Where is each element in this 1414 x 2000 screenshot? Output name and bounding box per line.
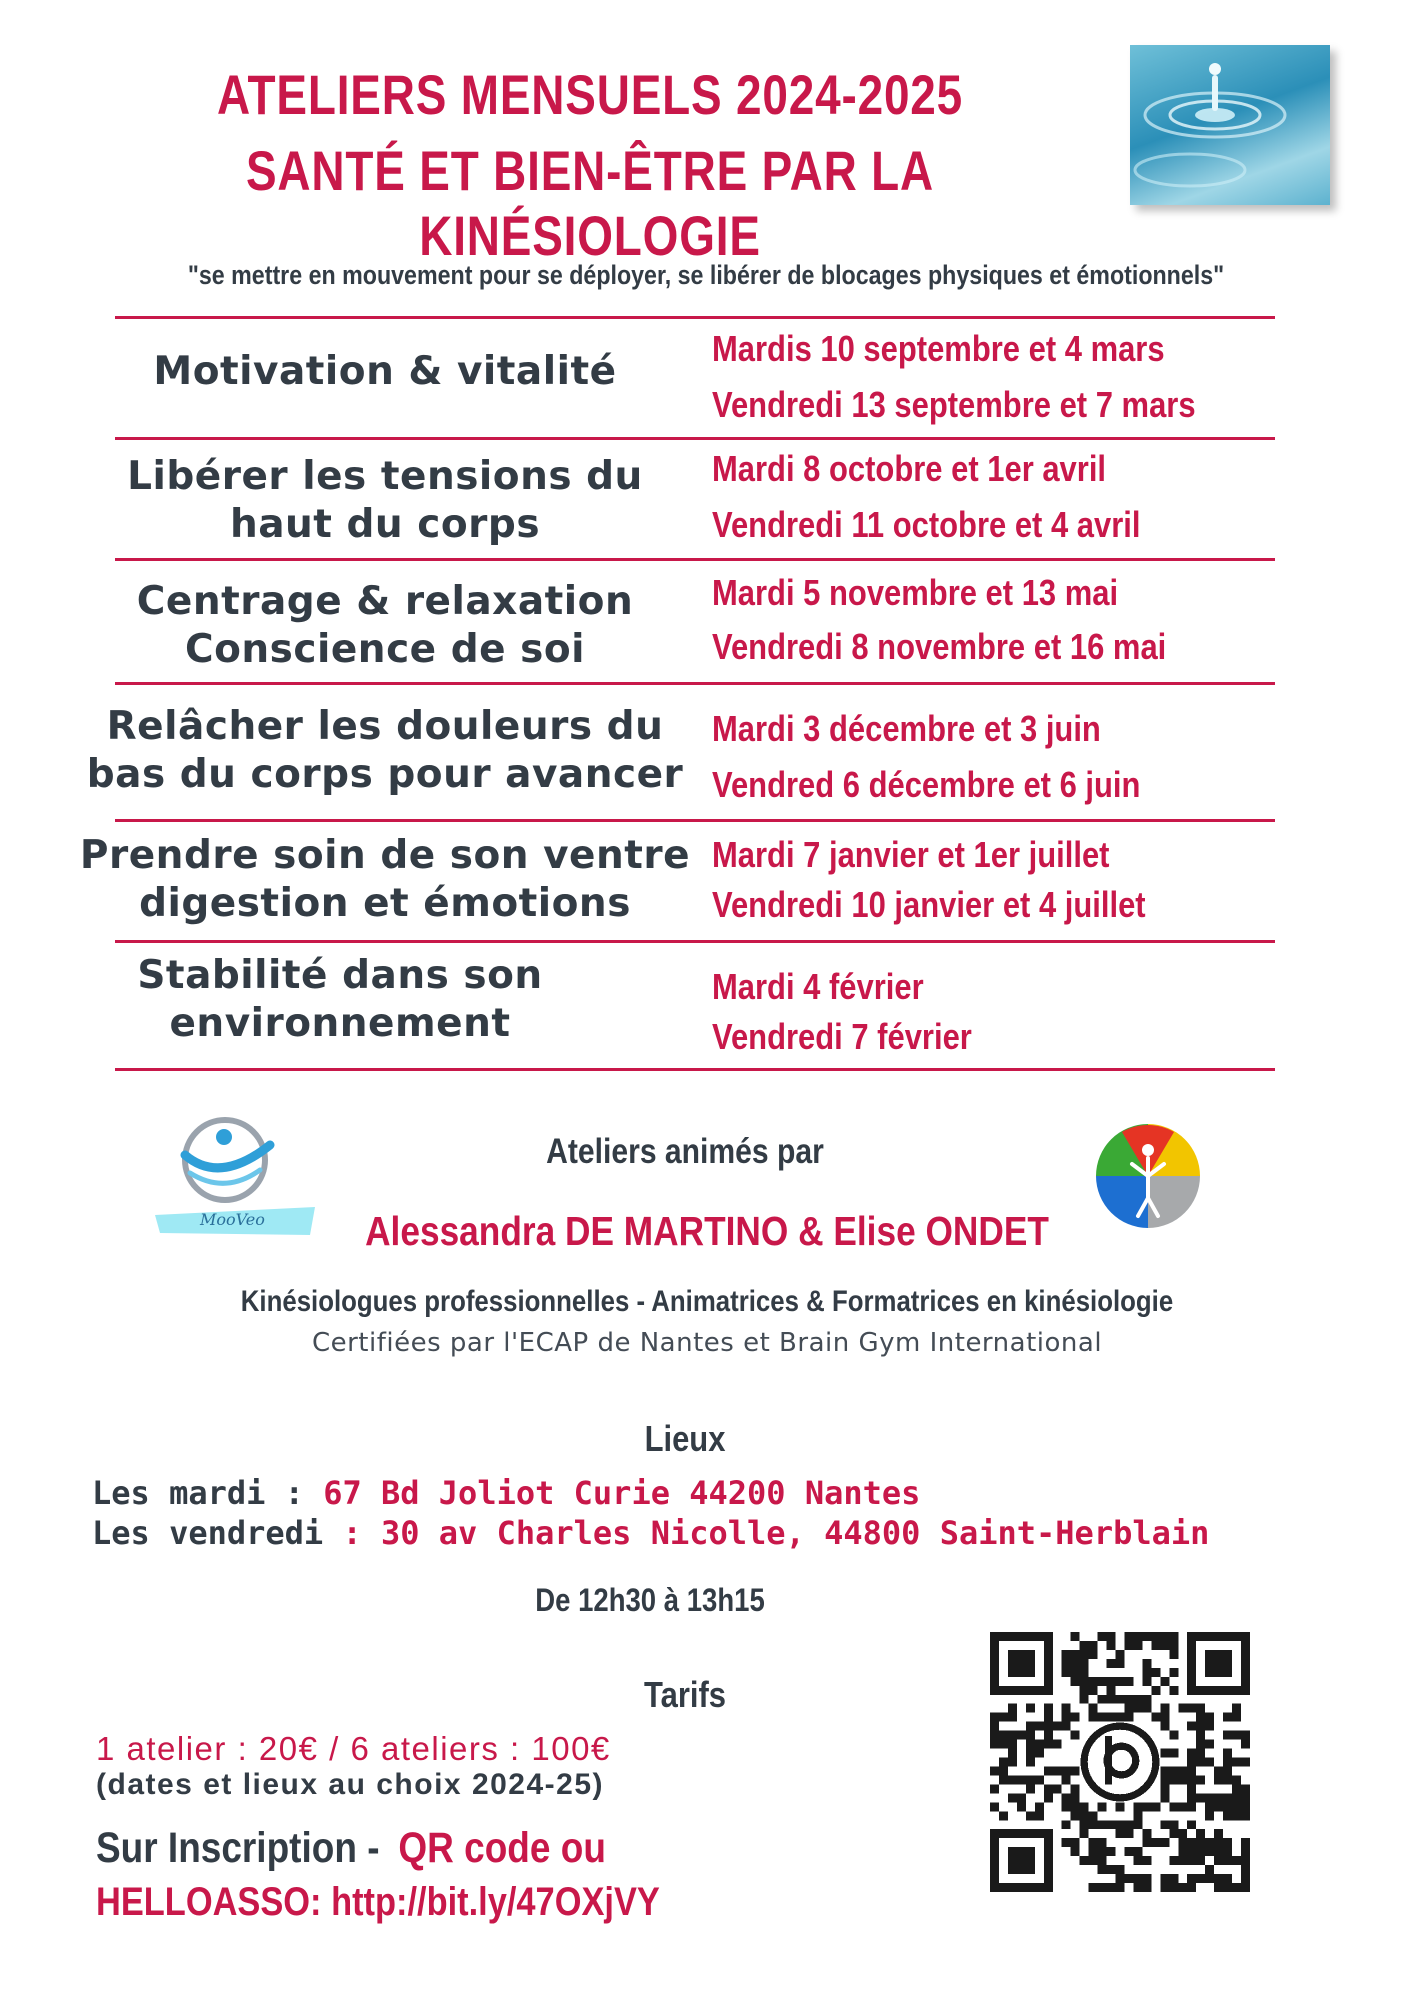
divider: [115, 437, 1275, 440]
session-time: De 12h30 à 13h15: [535, 1582, 765, 1618]
registration-line: [96, 1824, 606, 1873]
registration-label: Sur Inscription -: [96, 1824, 380, 1872]
divider: [115, 558, 1275, 561]
workshop-title: Libérer les tensions du haut du corps: [127, 454, 643, 547]
workshop-date: Vendred 6 décembre et 6 juin: [712, 764, 1141, 805]
hosts-certification: Certifiées par l'ECAP de Nantes et Brain Gym International: [311, 1328, 1103, 1358]
divider: [115, 1068, 1275, 1071]
workshop-title: Relâcher les douleurs du bas du corps pour avancer: [86, 704, 684, 797]
locations-heading: Lieux: [644, 1418, 726, 1459]
location-friday: [92, 1514, 1209, 1552]
workshop-title: Centrage & relaxation Conscience de soi: [136, 579, 634, 672]
qr-code[interactable]: [990, 1632, 1250, 1892]
tuesday-label: Les mardi :: [92, 1474, 304, 1512]
hosts-roles: Kinésiologues professionnelles - Animatrices & Formatrices en kinésiologie: [240, 1285, 1174, 1318]
workshop-date: Mardi 3 décembre et 3 juin: [712, 708, 1101, 749]
workshop-title: Motivation & vitalité: [153, 349, 617, 394]
tuesday-address: 67 Bd Joliot Curie 44200 Nantes: [323, 1474, 921, 1512]
water-drop-image: [1130, 45, 1330, 205]
mooveo-logo-text: MooVeo: [200, 1210, 265, 1229]
workshop-date: Mardi 7 janvier et 1er juillet: [712, 834, 1110, 875]
pricing-prices: 1 atelier : 20€ / 6 ateliers : 100€: [96, 1730, 611, 1767]
title-line-2: SANTÉ ET BIEN-ÊTRE PAR LA KINÉSIOLOGIE: [245, 139, 935, 267]
workshop-date: Mardi 4 février: [712, 966, 924, 1007]
hosts-intro: Ateliers animés par: [546, 1132, 824, 1171]
divider: [115, 819, 1275, 822]
workshop-title: Prendre soin de son ventre digestion et émotions: [79, 833, 691, 926]
pricing-note: (dates et lieux au choix 2024-25): [96, 1768, 605, 1801]
workshop-date: Mardi 8 octobre et 1er avril: [712, 448, 1107, 489]
workshop-date: Mardi 5 novembre et 13 mai: [712, 572, 1119, 613]
registration-qr-text: QR code ou: [398, 1824, 606, 1872]
tagline-quote: "se mettre en mouvement pour se déployer, se libérer de blocages physiques et émotionnels": [187, 260, 1225, 290]
workshop-date: Vendredi 11 octobre et 4 avril: [712, 504, 1141, 545]
workshop-date: Vendredi 8 novembre et 16 mai: [712, 626, 1167, 667]
helloasso-link[interactable]: http://bit.ly/47OXjVY: [331, 1880, 660, 1924]
workshop-title: Stabilité dans son environnement: [137, 953, 543, 1046]
title-line-1: ATELIERS MENSUELS 2024-2025: [216, 63, 964, 126]
divider: [115, 316, 1275, 319]
divider: [115, 682, 1275, 685]
friday-label: Les vendredi: [92, 1514, 324, 1552]
helloasso-line: [96, 1880, 660, 1925]
workshop-date: Vendredi 13 septembre et 7 mars: [712, 384, 1196, 425]
location-tuesday: [92, 1474, 920, 1512]
pricing-heading: Tarifs: [643, 1674, 727, 1715]
divider: [115, 940, 1275, 943]
hosts-names: Alessandra DE MARTINO & Elise ONDET: [365, 1208, 1049, 1254]
workshop-date: Vendredi 10 janvier et 4 juillet: [712, 884, 1146, 925]
workshop-date: Mardis 10 septembre et 4 mars: [712, 328, 1165, 369]
helloasso-label: HELLOASSO:: [96, 1880, 322, 1924]
workshop-date: Vendredi 7 février: [712, 1016, 972, 1057]
color-wheel-logo: [1092, 1120, 1204, 1232]
friday-address: : 30 av Charles Nicolle, 44800 Saint-Herblain: [342, 1514, 1210, 1552]
